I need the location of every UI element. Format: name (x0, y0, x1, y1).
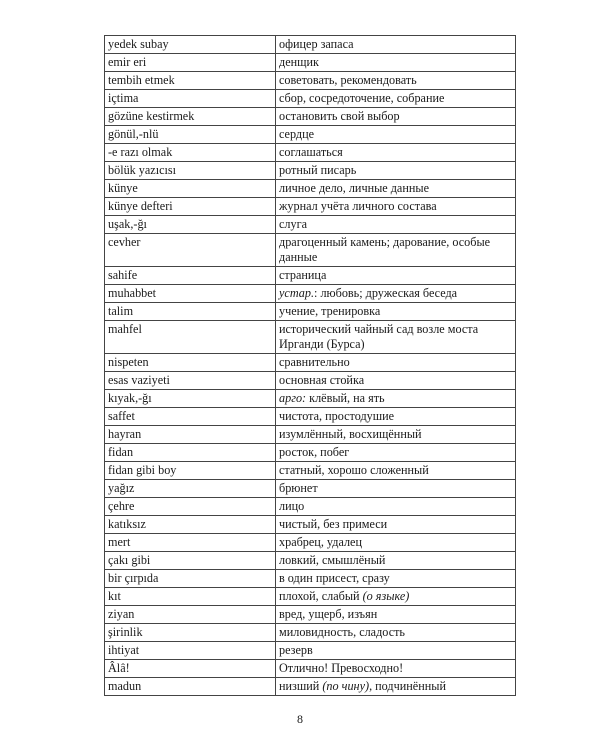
translation-text: вред, ущерб, изъян (279, 607, 378, 621)
turkish-term: yedek subay (105, 36, 276, 54)
russian-translation (276, 321, 516, 354)
translation-text: слуга (279, 217, 307, 231)
table-row (105, 180, 516, 198)
russian-translation (276, 516, 516, 534)
turkish-term: içtima (105, 90, 276, 108)
russian-translation (276, 462, 516, 480)
translation-text: статный, хорошо сложенный (279, 463, 429, 477)
russian-translation (276, 390, 516, 408)
russian-translation (276, 624, 516, 642)
translation-text: ротный писарь (279, 163, 357, 177)
translation-text: журнал учёта личного состава (279, 199, 437, 213)
table-row (105, 498, 516, 516)
translation-text: сердце (279, 127, 315, 141)
page-number: 8 (297, 712, 303, 726)
russian-translation (276, 570, 516, 588)
vocabulary-table-body (105, 36, 516, 696)
russian-translation (276, 285, 516, 303)
table-row (105, 462, 516, 480)
russian-translation (276, 678, 516, 696)
translation-tail: , подчинённый (369, 679, 446, 693)
table-row (105, 144, 516, 162)
russian-translation (276, 90, 516, 108)
table-row (105, 198, 516, 216)
table-row (105, 36, 516, 54)
turkish-term: şirinlik (105, 624, 276, 642)
turkish-term: cevher (105, 234, 276, 267)
russian-translation (276, 162, 516, 180)
translation-text: основная стойка (279, 373, 365, 387)
table-row (105, 285, 516, 303)
russian-translation (276, 642, 516, 660)
translation-text: офицер запаса (279, 37, 354, 51)
turkish-term: gözüne kestirmek (105, 108, 276, 126)
turkish-term: hayran (105, 426, 276, 444)
translation-text: исторический чайный сад возле моста Ирганди (Бурса) (279, 322, 479, 351)
turkish-term: künye (105, 180, 276, 198)
table-row (105, 390, 516, 408)
usage-note: (по чину) (322, 679, 370, 693)
turkish-term: saffet (105, 408, 276, 426)
turkish-term: ihtiyat (105, 642, 276, 660)
translation-text: соглашаться (279, 145, 343, 159)
table-row (105, 480, 516, 498)
translation-text: храбрец, удалец (279, 535, 362, 549)
table-row (105, 267, 516, 285)
turkish-term: yağız (105, 480, 276, 498)
table-row (105, 303, 516, 321)
turkish-term: talim (105, 303, 276, 321)
table-row (105, 162, 516, 180)
russian-translation (276, 534, 516, 552)
russian-translation (276, 303, 516, 321)
turkish-term: ziyan (105, 606, 276, 624)
turkish-term: katıksız (105, 516, 276, 534)
translation-text: сравнительно (279, 355, 350, 369)
turkish-term: madun (105, 678, 276, 696)
table-row (105, 408, 516, 426)
translation-text: изумлённый, восхищённый (279, 427, 422, 441)
table-row (105, 72, 516, 90)
russian-translation (276, 54, 516, 72)
translation-text: Отлично! Превосходно! (279, 661, 404, 675)
translation-text: чистота, простодушие (279, 409, 395, 423)
turkish-term: çehre (105, 498, 276, 516)
russian-translation (276, 108, 516, 126)
table-row (105, 516, 516, 534)
table-row (105, 321, 516, 354)
russian-translation (276, 354, 516, 372)
translation-text: драгоценный камень; дарование, особые данные (279, 235, 491, 264)
russian-translation (276, 234, 516, 267)
turkish-term: sahife (105, 267, 276, 285)
turkish-term: bölük yazıcısı (105, 162, 276, 180)
table-row (105, 54, 516, 72)
translation-text: учение, тренировка (279, 304, 381, 318)
russian-translation (276, 660, 516, 678)
russian-translation (276, 552, 516, 570)
russian-translation (276, 144, 516, 162)
turkish-term: çakı gibi (105, 552, 276, 570)
turkish-term: uşak,-ğı (105, 216, 276, 234)
translation-text: плохой, слабый (279, 589, 363, 603)
translation-text: сбор, сосредоточение, собрание (279, 91, 445, 105)
table-row (105, 642, 516, 660)
turkish-term: emir eri (105, 54, 276, 72)
translation-text: клёвый, на ять (306, 391, 385, 405)
turkish-term: bir çırpıda (105, 570, 276, 588)
table-row (105, 678, 516, 696)
translation-text: ловкий, смышлёный (279, 553, 386, 567)
translation-text: росток, побег (279, 445, 350, 459)
russian-translation (276, 426, 516, 444)
turkish-term: künye defteri (105, 198, 276, 216)
translation-text: денщик (279, 55, 319, 69)
table-row (105, 552, 516, 570)
translation-text: лицо (279, 499, 305, 513)
turkish-term: mahfel (105, 321, 276, 354)
table-row (105, 372, 516, 390)
table-row (105, 216, 516, 234)
turkish-term: kıt (105, 588, 276, 606)
table-row (105, 354, 516, 372)
turkish-term: Âlâ! (105, 660, 276, 678)
russian-translation (276, 588, 516, 606)
turkish-term: gönül,-nlü (105, 126, 276, 144)
table-row (105, 426, 516, 444)
translation-text: остановить свой выбор (279, 109, 400, 123)
table-row (105, 606, 516, 624)
turkish-term: esas vaziyeti (105, 372, 276, 390)
russian-translation (276, 36, 516, 54)
russian-translation (276, 180, 516, 198)
translation-text: миловидность, сладость (279, 625, 405, 639)
translation-text: страница (279, 268, 327, 282)
russian-translation (276, 198, 516, 216)
turkish-term: mert (105, 534, 276, 552)
translation-text: брюнет (279, 481, 318, 495)
table-row (105, 570, 516, 588)
turkish-term: muhabbet (105, 285, 276, 303)
table-row (105, 588, 516, 606)
turkish-term: fidan gibi boy (105, 462, 276, 480)
russian-translation (276, 372, 516, 390)
table-row (105, 444, 516, 462)
russian-translation (276, 408, 516, 426)
usage-label: устар. (279, 286, 315, 300)
translation-text: низший (279, 679, 323, 693)
russian-translation (276, 216, 516, 234)
table-row (105, 234, 516, 267)
russian-translation (276, 444, 516, 462)
translation-text: : любовь; дружеская беседа (314, 286, 458, 300)
russian-translation (276, 72, 516, 90)
translation-text: чистый, без примеси (279, 517, 388, 531)
translation-text: в один присест, сразу (279, 571, 390, 585)
vocabulary-table (104, 35, 516, 696)
turkish-term: fidan (105, 444, 276, 462)
russian-translation (276, 267, 516, 285)
russian-translation (276, 126, 516, 144)
translation-text: резерв (279, 643, 313, 657)
table-row (105, 660, 516, 678)
usage-label: арго: (279, 391, 307, 405)
table-row (105, 126, 516, 144)
table-row (105, 624, 516, 642)
table-row (105, 90, 516, 108)
table-row (105, 108, 516, 126)
turkish-term: kıyak,-ğı (105, 390, 276, 408)
translation-text: личное дело, личные данные (279, 181, 429, 195)
table-row (105, 534, 516, 552)
russian-translation (276, 480, 516, 498)
turkish-term: -e razı olmak (105, 144, 276, 162)
turkish-term: tembih etmek (105, 72, 276, 90)
usage-note: (о языке) (362, 589, 410, 603)
russian-translation (276, 498, 516, 516)
russian-translation (276, 606, 516, 624)
turkish-term: nispeten (105, 354, 276, 372)
translation-text: советовать, рекомендовать (279, 73, 417, 87)
